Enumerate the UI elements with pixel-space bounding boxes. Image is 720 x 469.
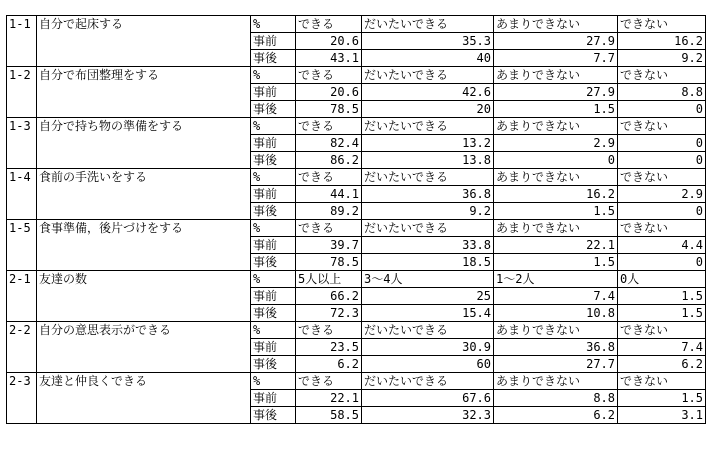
value-cell: 2.9	[618, 186, 706, 203]
answer-header-cell: できない	[618, 220, 706, 237]
value-cell: 25	[362, 288, 494, 305]
answer-header-cell: あまりできない	[494, 322, 618, 339]
item-header-row	[7, 16, 706, 33]
value-cell: 1.5	[494, 254, 618, 271]
item-header-row	[7, 169, 706, 186]
value-cell: 72.3	[296, 305, 362, 322]
value-cell: 66.2	[296, 288, 362, 305]
value-cell: 0	[618, 254, 706, 271]
answer-header-cell: 0人	[618, 271, 706, 288]
answer-header-cell: できる	[296, 322, 362, 339]
value-cell: 7.4	[618, 339, 706, 356]
answer-header-cell: だいたいできる	[362, 67, 494, 84]
value-cell: 1.5	[494, 203, 618, 220]
answer-header-cell: だいたいできる	[362, 220, 494, 237]
percent-header-cell: %	[251, 220, 296, 237]
item-header-row	[7, 271, 706, 288]
value-cell: 89.2	[296, 203, 362, 220]
item-label: 自分で起床する	[37, 16, 251, 67]
item-id: 1-3	[7, 118, 37, 169]
item-header-row	[7, 67, 706, 84]
value-cell: 32.3	[362, 407, 494, 424]
value-cell: 1.5	[618, 288, 706, 305]
answer-header-cell: だいたいできる	[362, 322, 494, 339]
value-cell: 0	[618, 203, 706, 220]
value-cell: 86.2	[296, 152, 362, 169]
row-label: 事後	[251, 101, 296, 118]
answer-header-cell: だいたいできる	[362, 373, 494, 390]
percent-header-cell: %	[251, 16, 296, 33]
value-cell: 43.1	[296, 50, 362, 67]
row-label: 事前	[251, 135, 296, 152]
value-cell: 9.2	[362, 203, 494, 220]
value-cell: 22.1	[494, 237, 618, 254]
survey-table	[6, 15, 706, 424]
answer-header-cell: できる	[296, 16, 362, 33]
row-label: 事後	[251, 305, 296, 322]
answer-header-cell: だいたいできる	[362, 169, 494, 186]
row-label: 事後	[251, 254, 296, 271]
item-label: 友達と仲良くできる	[37, 373, 251, 424]
answer-header-cell: できない	[618, 118, 706, 135]
item-label: 自分で布団整理をする	[37, 67, 251, 118]
value-cell: 8.8	[494, 390, 618, 407]
value-cell: 35.3	[362, 33, 494, 50]
value-cell: 44.1	[296, 186, 362, 203]
survey-table-body	[7, 16, 706, 424]
percent-header-cell: %	[251, 322, 296, 339]
percent-header-cell: %	[251, 271, 296, 288]
answer-header-cell: あまりできない	[494, 118, 618, 135]
value-cell: 78.5	[296, 254, 362, 271]
value-cell: 0	[618, 152, 706, 169]
answer-header-cell: できる	[296, 118, 362, 135]
answer-header-cell: あまりできない	[494, 67, 618, 84]
row-label: 事前	[251, 339, 296, 356]
percent-header-cell: %	[251, 67, 296, 84]
row-label: 事後	[251, 407, 296, 424]
item-id: 2-2	[7, 322, 37, 373]
value-cell: 58.5	[296, 407, 362, 424]
value-cell: 27.9	[494, 84, 618, 101]
percent-header-cell: %	[251, 373, 296, 390]
value-cell: 1.5	[618, 305, 706, 322]
value-cell: 8.8	[618, 84, 706, 101]
item-label: 食前の手洗いをする	[37, 169, 251, 220]
value-cell: 20.6	[296, 84, 362, 101]
row-label: 事前	[251, 390, 296, 407]
value-cell: 2.9	[494, 135, 618, 152]
row-label: 事前	[251, 186, 296, 203]
answer-header-cell: できない	[618, 16, 706, 33]
answer-header-cell: できる	[296, 169, 362, 186]
item-label: 自分で持ち物の準備をする	[37, 118, 251, 169]
value-cell: 4.4	[618, 237, 706, 254]
row-label: 事前	[251, 288, 296, 305]
answer-header-cell: あまりできない	[494, 169, 618, 186]
item-header-row	[7, 322, 706, 339]
answer-header-cell: できる	[296, 220, 362, 237]
value-cell: 13.2	[362, 135, 494, 152]
answer-header-cell: あまりできない	[494, 220, 618, 237]
value-cell: 36.8	[362, 186, 494, 203]
value-cell: 20.6	[296, 33, 362, 50]
value-cell: 42.6	[362, 84, 494, 101]
item-label: 自分の意思表示ができる	[37, 322, 251, 373]
value-cell: 60	[362, 356, 494, 373]
row-label: 事前	[251, 33, 296, 50]
value-cell: 16.2	[618, 33, 706, 50]
value-cell: 9.2	[618, 50, 706, 67]
value-cell: 78.5	[296, 101, 362, 118]
item-id: 1-4	[7, 169, 37, 220]
answer-header-cell: 1～2人	[494, 271, 618, 288]
value-cell: 6.2	[296, 356, 362, 373]
value-cell: 23.5	[296, 339, 362, 356]
item-id: 1-2	[7, 67, 37, 118]
value-cell: 82.4	[296, 135, 362, 152]
value-cell: 27.9	[494, 33, 618, 50]
item-id: 2-1	[7, 271, 37, 322]
value-cell: 15.4	[362, 305, 494, 322]
answer-header-cell: できない	[618, 322, 706, 339]
item-header-row	[7, 373, 706, 390]
value-cell: 10.8	[494, 305, 618, 322]
value-cell: 36.8	[494, 339, 618, 356]
value-cell: 39.7	[296, 237, 362, 254]
answer-header-cell: だいたいできる	[362, 118, 494, 135]
value-cell: 6.2	[618, 356, 706, 373]
answer-header-cell: できる	[296, 373, 362, 390]
row-label: 事前	[251, 84, 296, 101]
answer-header-cell: できない	[618, 67, 706, 84]
value-cell: 1.5	[494, 101, 618, 118]
row-label: 事後	[251, 356, 296, 373]
value-cell: 18.5	[362, 254, 494, 271]
value-cell: 33.8	[362, 237, 494, 254]
value-cell: 22.1	[296, 390, 362, 407]
answer-header-cell: だいたいできる	[362, 16, 494, 33]
answer-header-cell: できない	[618, 169, 706, 186]
row-label: 事前	[251, 237, 296, 254]
row-label: 事後	[251, 203, 296, 220]
answer-header-cell: 5人以上	[296, 271, 362, 288]
value-cell: 0	[618, 101, 706, 118]
value-cell: 7.7	[494, 50, 618, 67]
item-id: 1-1	[7, 16, 37, 67]
value-cell: 7.4	[494, 288, 618, 305]
value-cell: 0	[494, 152, 618, 169]
item-header-row	[7, 118, 706, 135]
answer-header-cell: あまりできない	[494, 16, 618, 33]
value-cell: 67.6	[362, 390, 494, 407]
value-cell: 40	[362, 50, 494, 67]
value-cell: 1.5	[618, 390, 706, 407]
answer-header-cell: 3～4人	[362, 271, 494, 288]
value-cell: 30.9	[362, 339, 494, 356]
value-cell: 27.7	[494, 356, 618, 373]
answer-header-cell: できる	[296, 67, 362, 84]
item-id: 1-5	[7, 220, 37, 271]
item-label: 友達の数	[37, 271, 251, 322]
item-label: 食事準備，後片づけをする	[37, 220, 251, 271]
item-id: 2-3	[7, 373, 37, 424]
value-cell: 6.2	[494, 407, 618, 424]
item-header-row	[7, 220, 706, 237]
row-label: 事後	[251, 50, 296, 67]
percent-header-cell: %	[251, 118, 296, 135]
value-cell: 0	[618, 135, 706, 152]
percent-header-cell: %	[251, 169, 296, 186]
answer-header-cell: あまりできない	[494, 373, 618, 390]
value-cell: 3.1	[618, 407, 706, 424]
value-cell: 16.2	[494, 186, 618, 203]
value-cell: 13.8	[362, 152, 494, 169]
answer-header-cell: できない	[618, 373, 706, 390]
value-cell: 20	[362, 101, 494, 118]
row-label: 事後	[251, 152, 296, 169]
